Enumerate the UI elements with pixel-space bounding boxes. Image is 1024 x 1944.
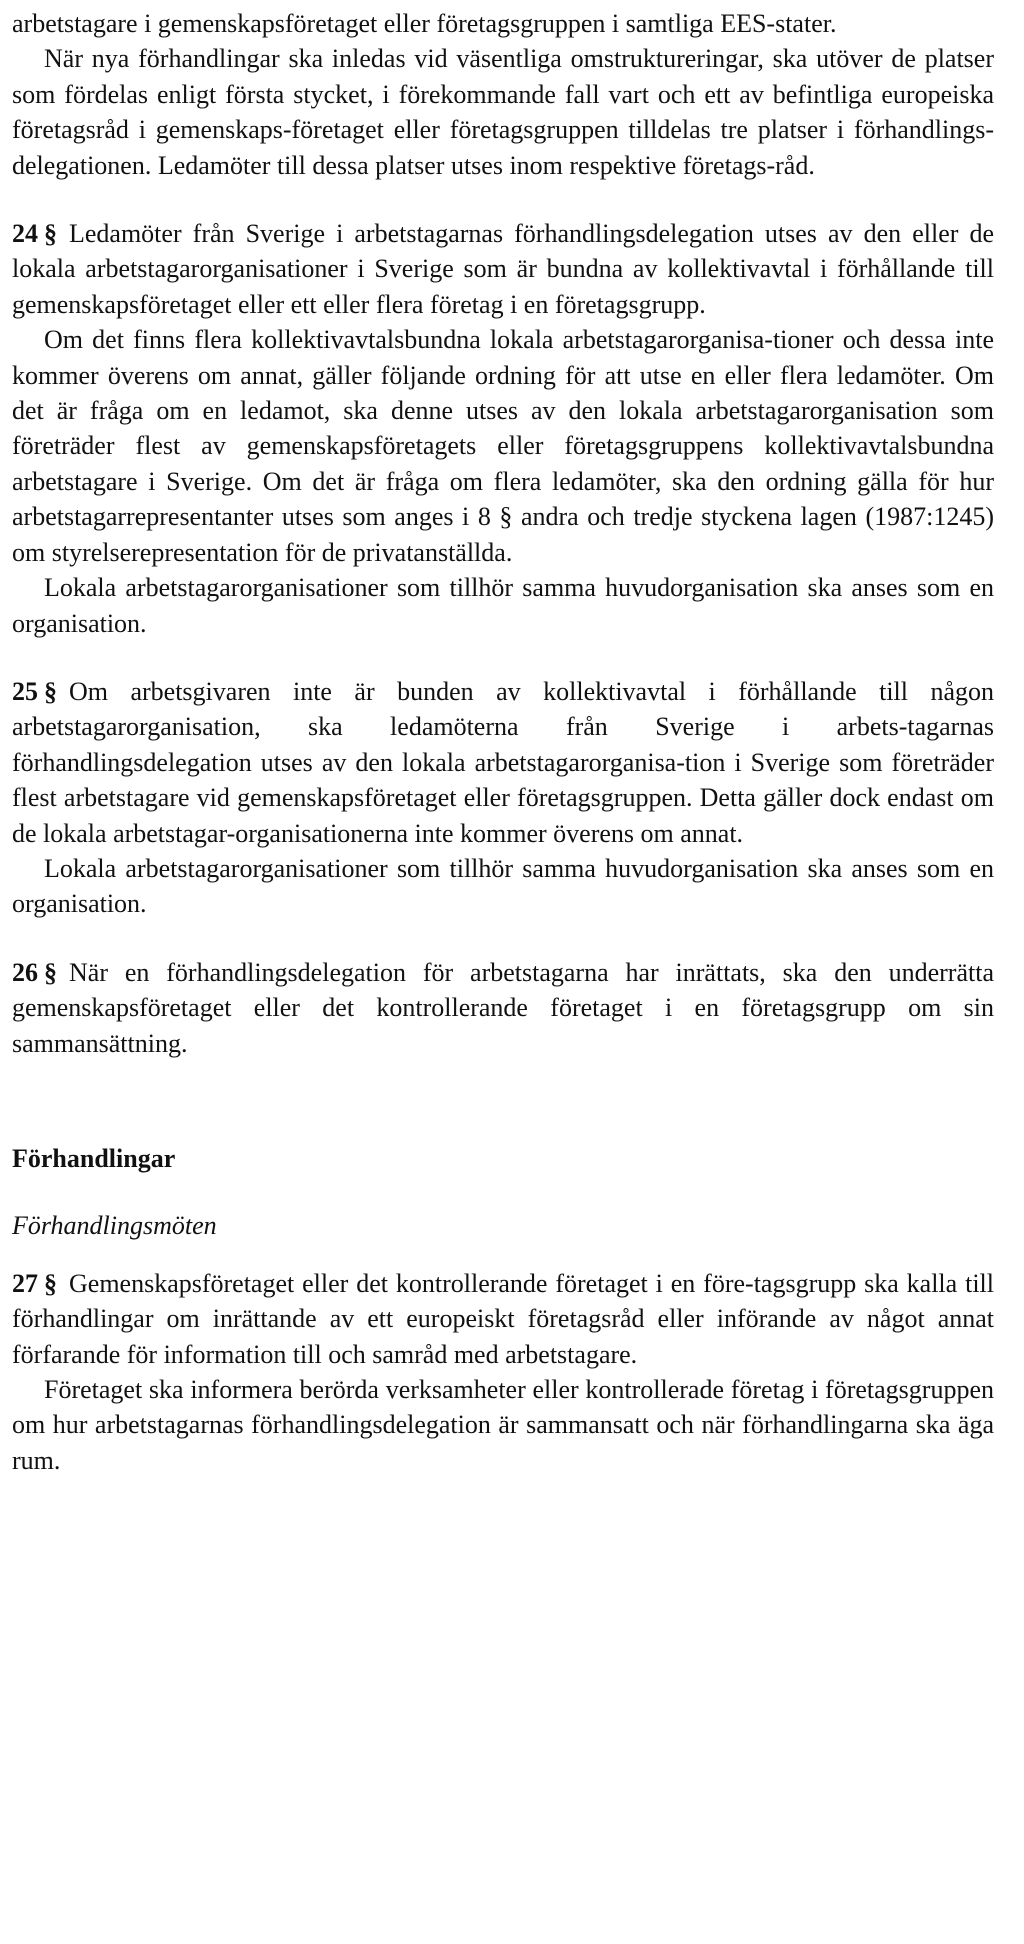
section-25-text-1: Om arbetsgivaren inte är bunden av kollektivavtal i förhållande till någon arbetstagarorganisation, ska ledamöterna från Sverige i arbets-tagarnas förhandlingsdelegation utses av den lokala arbetstagarorganisa-tion i Sverige som företräder flest arbetstagare vid gemenskapsföretaget eller företagsgruppen. Detta gäller dock endast om de lokala arbetstagar-organisationerna inte kommer överens om annat. (12, 676, 994, 848)
section-27-text-1: Gemenskapsföretaget eller det kontrollerande företaget i en före-tagsgrupp ska kalla till förhandlingar om inrättande av ett europeiskt företagsråd eller införande av något annat förfarande för information till och samråd med arbetstagare. (12, 1268, 994, 1369)
heading-forhandlingar: Förhandlingar (12, 1143, 176, 1173)
section-27-paragraph-2: Företaget ska informera berörda verksamheter eller kontrollerade företag i företagsgruppen om hur arbetstagarnas förhandlingsdelegation är sammansatt och när förhandlingarna ska äga rum. (12, 1375, 994, 1475)
section-25-number: 25 (12, 676, 38, 706)
section-27-paragraph-1 (12, 1266, 994, 1372)
section-25-paragraph-1 (12, 674, 994, 851)
section-24-text-1: Ledamöter från Sverige i arbetstagarnas förhandlingsdelegation utses av den eller de lokala arbetstagarorganisationer i Sverige som är bundna av kollektivavtal i förhållande till gemenskapsföretaget eller ett eller flera företag i en företagsgrupp. (12, 219, 994, 319)
section-26-text-1: När en förhandlingsdelegation för arbetstagarna har inrättats, ska den underrätta gemenskapsföretaget eller det kontrollerande företaget i en företagsgrupp om sin sammansättning. (12, 957, 994, 1058)
paragraph-intro-continuation: arbetstagare i gemenskapsföretaget eller företagsgruppen i samtliga EES-stater. (12, 9, 837, 38)
section-25-paragraph-2: Lokala arbetstagarorganisationer som tillhör samma huvudorganisation ska anses som en organisation. (12, 853, 994, 919)
section-24-paragraph-2: Om det finns flera kollektivavtalsbundna lokala arbetstagarorganisa-tioner och dessa inte kommer överens om annat, gäller följande ordning för att utse en eller flera ledamöter. Om det är fråga om en ledamot, ska denne utses av den lokala arbetstagarorganisation som företräder flest av gemenskapsföretagets eller företagsgruppens kollektivavtalsbundna arbetstagare i Sverige. Om det är fråga om flera ledamöter, ska den ordning gälla för hur arbetstagarrepresentanter utses som anges i 8 § andra och tredje styckena lagen (1987:1245) om styrelserepresentation för de privatanställda. (12, 325, 994, 567)
section-26-paragraph-1 (12, 955, 994, 1061)
section-sign-icon: § (44, 219, 57, 249)
section-sign-icon: § (44, 957, 57, 987)
subheading-forhandlingsmoten: Förhandlingsmöten (12, 1211, 217, 1241)
section-24-number: 24 (12, 219, 38, 249)
section-24-paragraph-3: Lokala arbetstagarorganisationer som tillhör samma huvudorganisation ska anses som en organisation. (12, 573, 994, 638)
section-26-number: 26 (12, 957, 38, 987)
section-24-paragraph-1 (12, 216, 994, 322)
paragraph-intro-restructuring: När nya förhandlingar ska inledas vid väsentliga omstruktureringar, ska utöver de platser som fördelas enligt första stycket, i förekommande fall vart och ett av befintliga europeiska företagsråd i gemenskaps-företaget eller företagsgruppen tilldelas tre platser i förhandlings-delegationen. Ledamöter till dessa platser utses inom respektive företags-råd. (12, 44, 994, 180)
section-sign-icon: § (44, 1268, 57, 1298)
section-27-number: 27 (12, 1268, 38, 1298)
section-sign-icon: § (44, 676, 57, 706)
